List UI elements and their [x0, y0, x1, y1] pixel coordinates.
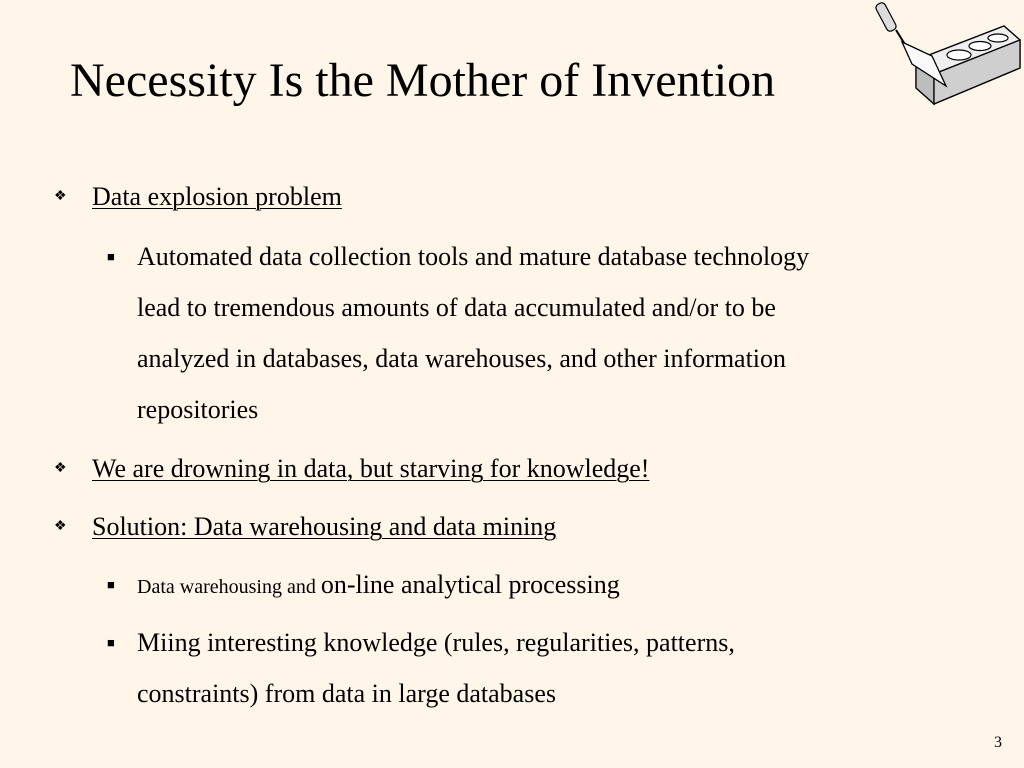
bullet-line: repositories — [137, 395, 259, 424]
bullet-text: Solution: Data warehousing and data mining — [92, 512, 557, 541]
diamond-cluster-bullet-icon: ❖ — [54, 461, 67, 476]
list-item — [54, 501, 992, 552]
bullet-line: analyzed in databases, data warehouses, and other information — [137, 344, 787, 373]
list-item — [107, 559, 967, 613]
bullet-text: Data explosion problem — [92, 182, 342, 211]
square-bullet-icon: ■ — [107, 577, 115, 592]
bullet-line: Automated data collection tools and mature database technology — [137, 242, 810, 271]
list-item — [54, 443, 992, 494]
list-item — [54, 171, 992, 222]
bullet-text: We are drowning in data, but starving for knowledge! — [92, 454, 650, 483]
slide-title: Necessity Is the Mother of Invention — [70, 54, 776, 107]
bullet-line: Miing interesting knowledge (rules, regularities, patterns, — [137, 628, 735, 657]
list-item — [107, 231, 967, 435]
bullet-text-small: Data warehousing and — [137, 576, 321, 598]
bullet-line: constraints) from data in large databases — [137, 679, 556, 708]
diamond-cluster-bullet-icon: ❖ — [54, 189, 67, 204]
list-item — [107, 617, 967, 719]
diamond-cluster-bullet-icon: ❖ — [54, 519, 67, 534]
page-number: 3 — [994, 734, 1002, 751]
square-bullet-icon: ■ — [107, 249, 115, 264]
bullet-text: on-line analytical processing — [320, 570, 620, 599]
bullet-line: lead to tremendous amounts of data accumulated and/or to be — [137, 293, 776, 322]
square-bullet-icon: ■ — [107, 635, 115, 650]
